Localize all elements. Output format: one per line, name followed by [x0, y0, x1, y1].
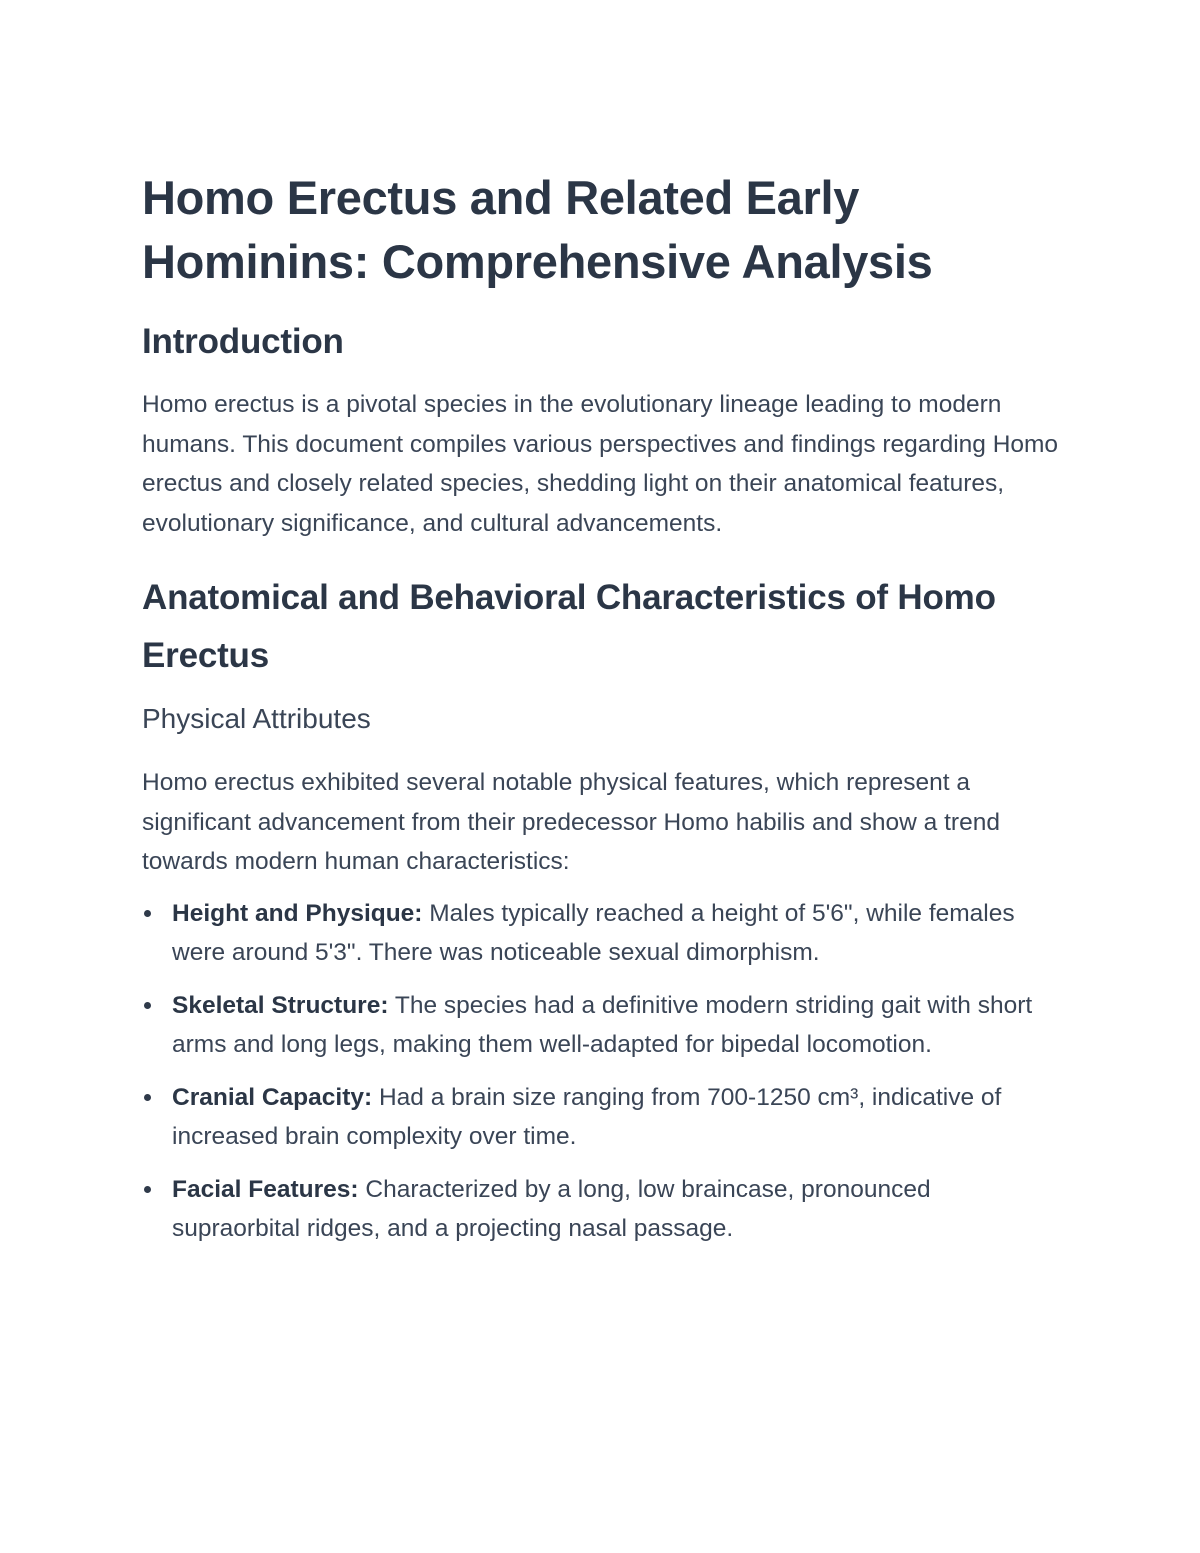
list-item-term: Cranial Capacity:	[172, 1083, 373, 1111]
list-item-height-physique	[142, 894, 1062, 973]
bullet-icon	[144, 910, 151, 917]
list-item-text: Had a brain size ranging from 700-1250 cm³, indicative of increased brain complexity over time.	[172, 1083, 1002, 1150]
physical-attributes-paragraph: Homo erectus exhibited several notable physical features, which represent a significant advancement from their predecessor Homo habilis and show a trend towards modern human characteristics:	[142, 769, 1000, 875]
list-item-skeletal-structure	[142, 986, 1062, 1065]
introduction-paragraph: Homo erectus is a pivotal species in the evolutionary lineage leading to modern humans. This document compiles various perspectives and findings regarding Homo erectus and closely related species, shedding light on their anatomical features, evolutionary significance, and cultural advancements.	[142, 391, 1059, 537]
list-item-text: Males typically reached a height of 5'6", while females were around 5'3". There was noticeable sexual dimorphism.	[172, 899, 1015, 966]
physical-attributes-subheading: Physical Attributes	[142, 703, 371, 734]
bullet-icon	[144, 1094, 151, 1101]
document-page	[142, 166, 1062, 1262]
introduction-heading: Introduction	[142, 322, 344, 361]
list-item-term: Height and Physique:	[172, 899, 423, 927]
list-item-cranial-capacity	[142, 1078, 1062, 1157]
bullet-icon	[144, 1186, 151, 1193]
list-item-text: The species had a definitive modern striding gait with short arms and long legs, making them well-adapted for bipedal locomotion.	[172, 991, 1033, 1058]
list-item-text: Characterized by a long, low braincase, pronounced supraorbital ridges, and a projecting nasal passage.	[172, 1175, 931, 1242]
list-item-term: Facial Features:	[172, 1175, 359, 1203]
document-title: Homo Erectus and Related Early Hominins: Comprehensive Analysis	[142, 171, 933, 288]
list-item-term: Skeletal Structure:	[172, 991, 389, 1019]
bullet-icon	[144, 1002, 151, 1009]
physical-features-list	[142, 894, 1062, 1249]
anatomical-heading: Anatomical and Behavioral Characteristics of Homo Erectus	[142, 578, 996, 675]
list-item-facial-features	[142, 1170, 1062, 1249]
